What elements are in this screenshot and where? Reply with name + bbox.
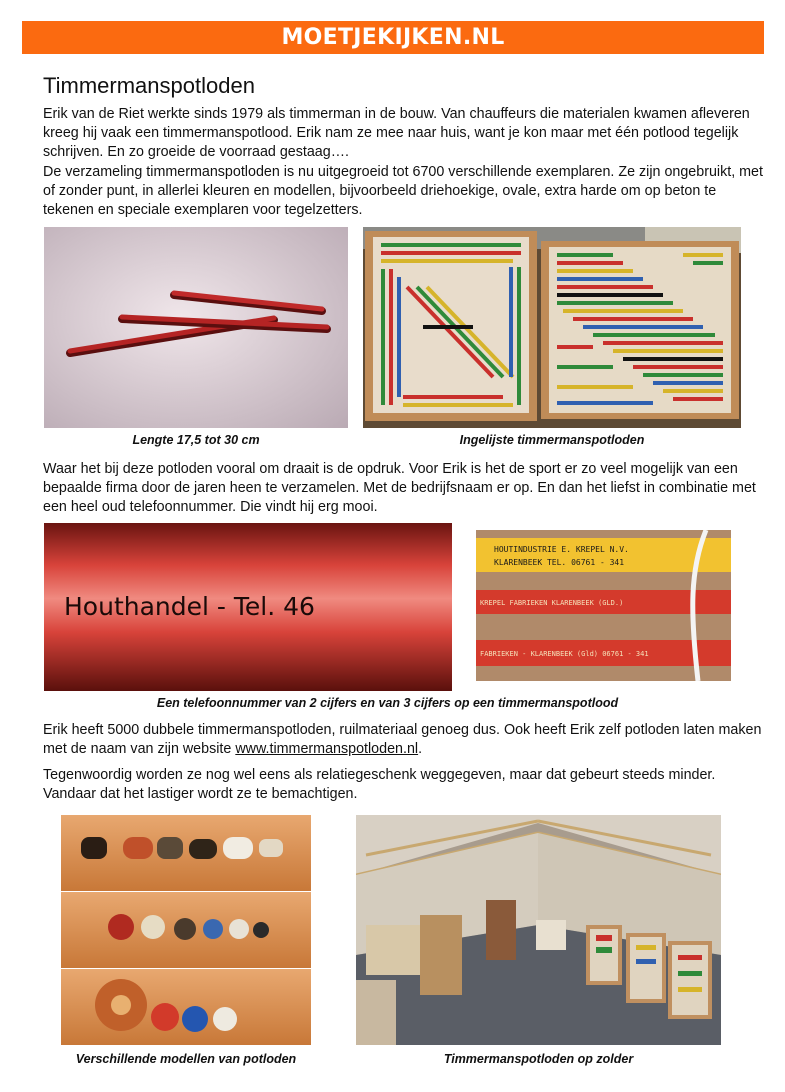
caption-photo1: Lengte 17,5 tot 30 cm (132, 433, 260, 447)
article-title: Timmermanspotloden (43, 73, 255, 98)
photo-red-pencils (44, 227, 348, 428)
duplicates-paragraph (43, 721, 763, 759)
caption-photo34: Een telefoonnummer van 2 cijfers en van 3 cijfers op een timmermanspotlood (156, 696, 619, 710)
photo-krepel-pencils (476, 530, 731, 681)
intro-paragraph: Erik van de Riet werkte sinds 1979 als timmerman in de bouw. Van chauffeurs die materialen kwamen afleveren kreeg hij vaak een timmermanspotlood. Erik nam ze mee naar huis, want je kon maar met één potlood tegelijk schrijven. En zo groeide de voorraad gestaag…. (43, 106, 750, 161)
site-banner (22, 21, 764, 54)
krepel-line2: KLARENBEEK TEL. 06761 - 341 (494, 558, 625, 567)
photo-houthandel-pencil (44, 523, 452, 691)
caption-photo2: Ingelijste timmermanspotloden (459, 433, 645, 447)
krepel-line1: HOUTINDUSTRIE E. KREPEL N.V. (494, 545, 629, 554)
caption-photo5: Verschillende modellen van potloden (75, 1052, 297, 1066)
gift-paragraph: Tegenwoordig worden ze nog wel eens als relatiegeschenk weggegeven, maar dat gebeurt steeds minder. Vandaar dat het lastiger wordt ze te bemachtigen. (43, 767, 716, 803)
website-link[interactable]: www.timmermanspotloden.nl (235, 741, 419, 758)
photo-attic (356, 815, 721, 1045)
imprint-paragraph: Waar het bij deze potloden vooral om draait is de opdruk. Voor Erik is het de sport er zo veel mogelijk van een bepaalde firma door de jaren heen te verzamelen. Met de bedrijfsnaam er op. En dan het liefst in combinatie met een heel oud telefoonnummer. Die vindt hij erg mooi. (43, 461, 756, 516)
krepel-red1: KREPEL FABRIEKEN KLARENBEEK (GLD.) (480, 599, 624, 607)
houthandel-imprint: Houthandel - Tel. 46 (64, 592, 315, 621)
collection-paragraph: De verzameling timmermanspotloden is nu uitgegroeid tot 6700 verschillende exemplaren. Ze zijn ongebruikt, met of zonder punt, in allerlei kleuren en modellen, bijvoorbeeld driehoekige, ovale, extra harde om op beton te tekenen en speciale exemplaren voor tegelzetters. (43, 164, 763, 219)
site-name: MOETJEKIJKEN.NL (281, 25, 505, 50)
photo-pencil-models (61, 815, 311, 1045)
photo-framed-pencils (363, 227, 741, 428)
caption-photo6: Timmermanspotloden op zolder (443, 1052, 634, 1066)
link-suffix: . (418, 741, 423, 758)
krepel-red2: FABRIEKEN - KLARENBEEK (Gld) 06761 - 341 (480, 650, 649, 658)
duplicates-text: Erik heeft 5000 dubbele timmermanspotloden, ruilmateriaal genoeg dus. Ook heeft Erik zelf potloden laten maken met de naam van zijn website (43, 722, 762, 758)
